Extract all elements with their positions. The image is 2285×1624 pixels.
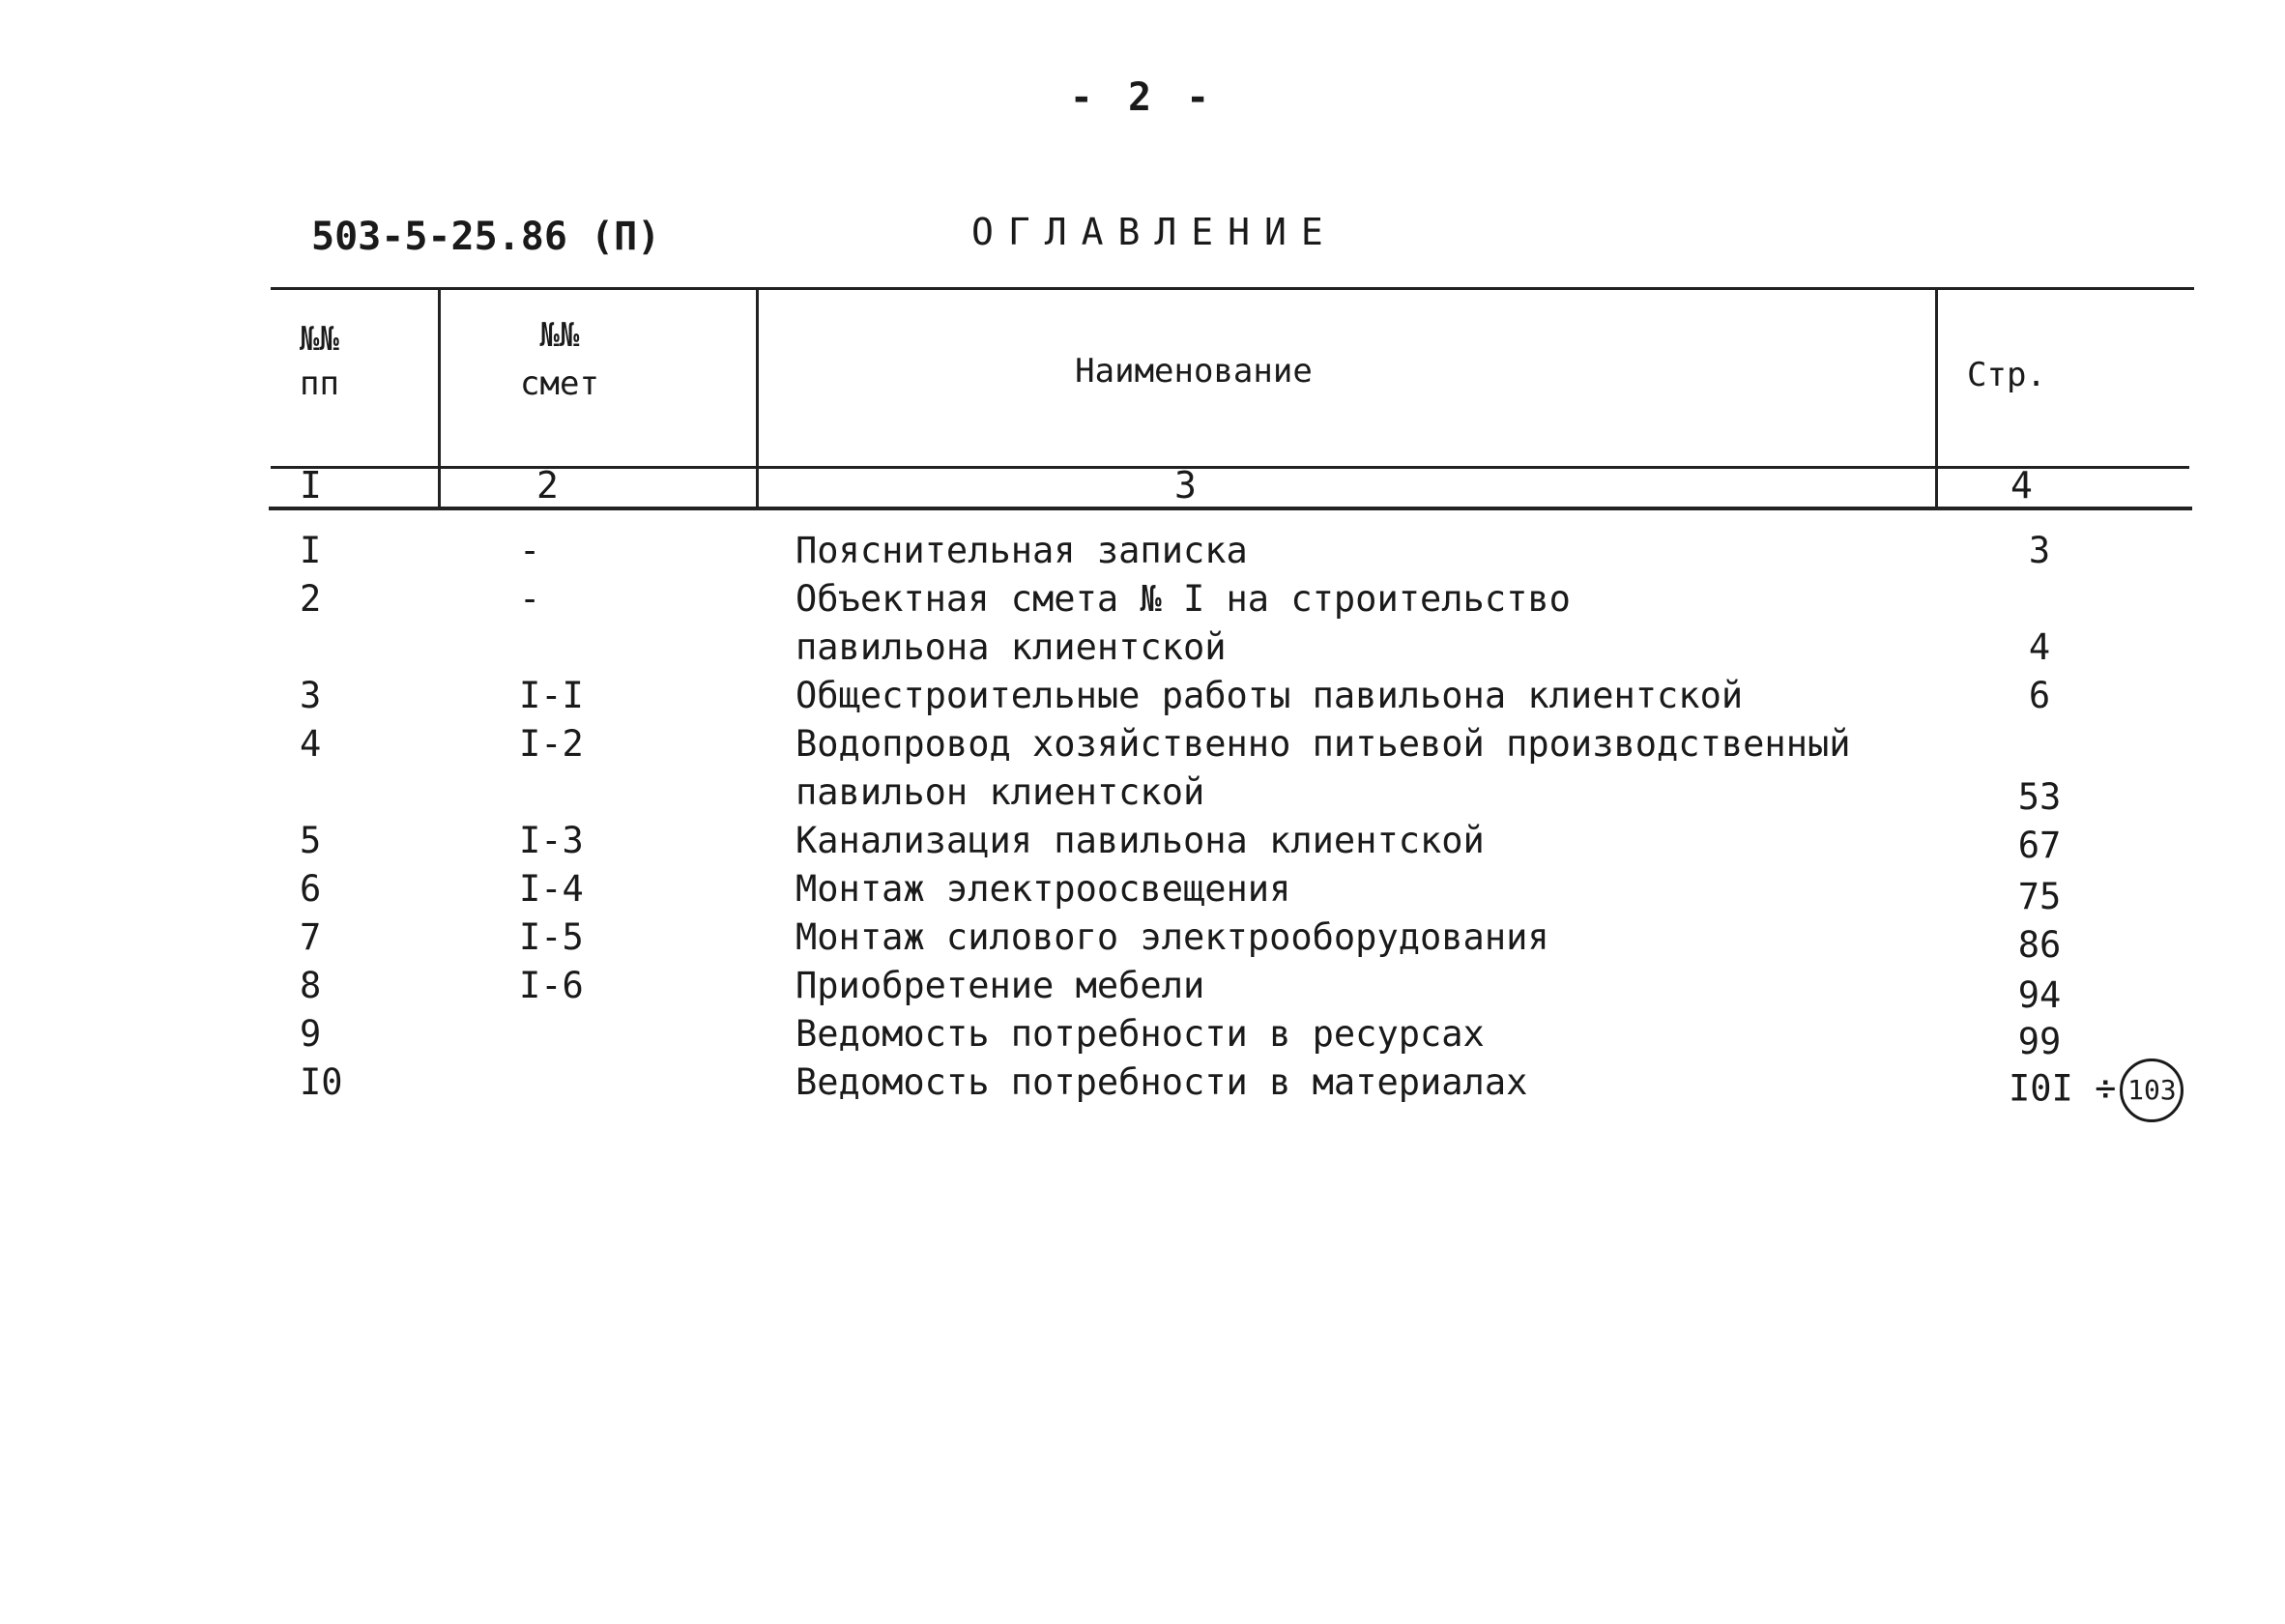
row-7-page: 86	[2017, 924, 2062, 966]
row-9-name: Ведомость потребности в ресурсах	[795, 1013, 1485, 1055]
row-4-name-line2: павильон клиентской	[795, 771, 1205, 813]
row-8-num: 8	[300, 965, 322, 1006]
column-number-4: 4	[2010, 464, 2033, 507]
row-7-num: 7	[300, 916, 322, 958]
row-2-num: 2	[300, 578, 322, 620]
row-3-num: 3	[300, 675, 322, 716]
row-4-page: 53	[2017, 776, 2062, 818]
row-4-name-line1: Водопровод хозяйственно питьевой производственный	[795, 723, 1851, 765]
row-6-smeta: I-4	[519, 868, 584, 910]
row-2-page: 4	[2028, 626, 2051, 668]
row-4-smeta: I-2	[519, 723, 584, 765]
row-1-name: Пояснительная записка	[795, 530, 1248, 571]
row-5-page: 67	[2017, 825, 2062, 866]
row-3-smeta: I-I	[519, 675, 584, 716]
row-5-smeta: I-3	[519, 820, 584, 861]
row-1-num: I	[300, 530, 322, 571]
column-number-3: 3	[1174, 464, 1197, 507]
row-2-name-line2: павильона клиентской	[795, 626, 1227, 668]
column-number-2: 2	[536, 464, 559, 507]
header-col2	[441, 311, 679, 408]
row-7-smeta: I-5	[519, 916, 584, 958]
numbers-bottom-rule	[269, 507, 2192, 510]
header-col1-line1: №№	[300, 320, 339, 359]
row-9-num: 9	[300, 1013, 322, 1055]
row-6-page: 75	[2017, 876, 2062, 917]
row-10-name: Ведомость потребности в материалах	[795, 1061, 1528, 1103]
row-4-num: 4	[300, 723, 322, 765]
row-7-name: Монтаж силового электрооборудования	[795, 916, 1549, 958]
row-8-name: Приобретение мебели	[795, 965, 1205, 1006]
header-col4: Стр.	[1967, 356, 2046, 394]
header-col2-line1: №№	[539, 316, 580, 355]
table-top-rule	[271, 287, 2194, 290]
row-1-smeta: -	[519, 530, 541, 571]
row-2-name-line1: Объектная смета № I на строительство	[795, 578, 1571, 620]
row-3-page: 6	[2028, 675, 2051, 716]
row-1-page: 3	[2028, 530, 2051, 571]
header-col1	[300, 317, 339, 406]
row-8-page: 94	[2017, 974, 2062, 1016]
row-6-num: 6	[300, 868, 322, 910]
column-divider-3	[1935, 290, 1938, 508]
header-col1-line2: пп	[300, 364, 339, 403]
row-10-num: I0	[300, 1061, 343, 1103]
row-2-smeta: -	[519, 578, 541, 620]
row-10-page-range: I0I ÷	[2009, 1067, 2117, 1110]
column-divider-2	[756, 290, 759, 508]
column-number-1: I	[300, 464, 322, 507]
page-number: - 2 -	[1069, 75, 1216, 120]
header-col3: Наименование	[1075, 352, 1313, 391]
header-col2-line2: смет	[520, 364, 599, 403]
row-5-num: 5	[300, 820, 322, 861]
row-10-page-circled: 103	[2120, 1058, 2184, 1122]
row-5-name: Канализация павильона клиентской	[795, 820, 1485, 861]
row-3-name: Общестроительные работы павильона клиентской	[795, 675, 1744, 716]
row-9-page: 99	[2017, 1021, 2062, 1062]
document-code: 503-5-25.86 (П)	[311, 215, 661, 259]
row-6-name: Монтаж электроосвещения	[795, 868, 1291, 910]
row-10-page	[2009, 1058, 2184, 1122]
document-title: ОГЛАВЛЕНИЕ	[971, 211, 1338, 253]
row-8-smeta: I-6	[519, 965, 584, 1006]
